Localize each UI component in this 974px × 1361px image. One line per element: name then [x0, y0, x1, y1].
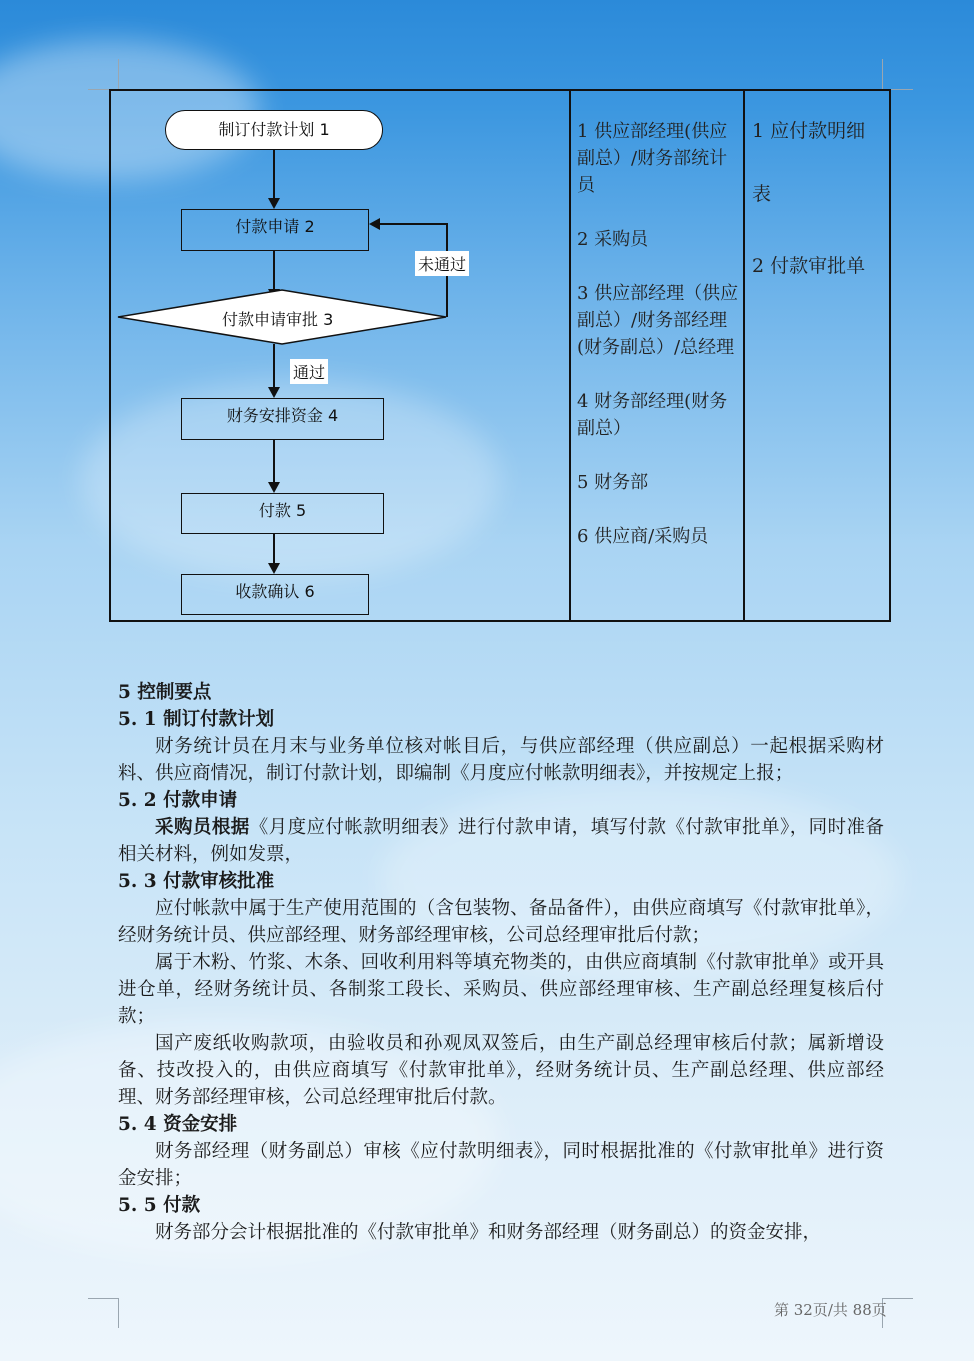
- column-divider: [743, 91, 745, 620]
- paragraph: 国产废纸收购款项，由验收员和孙观凤双签后，由生产副总经理审核后付款；属新增设备、技改投入的，由供应商填写《付款审批单》，经财务统计员、生产副总经理、供应部经理、财务部经理审核，公司总经理审批后付款。: [118, 1033, 884, 1108]
- role-item: 6 供应商/采购员: [577, 526, 709, 547]
- documents-column: [752, 118, 888, 280]
- crop-mark-top-left: [118, 59, 119, 89]
- crop-mark-bottom-right: [883, 1298, 913, 1299]
- role-item: 4 财务部经理(财务副总）: [577, 391, 728, 439]
- flow-connector: [273, 251, 275, 290]
- flow-node-apply: 付款申请 2: [181, 209, 369, 251]
- flow-connector-loop: [380, 223, 447, 225]
- role-item: 5 财务部: [577, 472, 649, 493]
- flow-connector: [273, 150, 275, 198]
- column-divider: [569, 91, 571, 620]
- crop-mark-bottom-left: [118, 1298, 119, 1328]
- section-heading: 5 控制要点: [118, 682, 212, 703]
- crop-mark-bottom-left: [88, 1298, 118, 1299]
- flow-connector: [273, 534, 275, 564]
- crop-mark-top-right: [882, 59, 883, 89]
- paragraph: 应付帐款中属于生产使用范围的（含包装物、备品备件），由供应商填写《付款审批单》，经财务统计员、供应部经理、财务部经理审核，公司总经理审批后付款；: [118, 898, 884, 946]
- flow-node-pay: 付款 5: [181, 493, 384, 534]
- responsible-roles-column: [577, 118, 739, 577]
- bold-prefix: 采购员根据: [155, 817, 250, 838]
- paragraph-text: 《月度应付帐款明细表》进行付款申请，填写付款《付款审批单》，同时准备相关材料，例如发票，: [118, 817, 884, 865]
- section-heading: 5. 4 资金安排: [118, 1114, 238, 1135]
- flow-node-plan: 制订付款计划 1: [165, 110, 383, 150]
- arrow-down-icon: [268, 563, 280, 574]
- document-item: 表: [752, 183, 772, 205]
- section-heading: 5. 2 付款申请: [118, 790, 238, 811]
- arrow-down-icon: [268, 387, 280, 398]
- section-heading: 5. 3 付款审核批准: [118, 871, 275, 892]
- role-item: 3 供应部经理（供应副总）/财务部经理(财务副总）/总经理: [577, 283, 739, 358]
- arrow-left-icon: [369, 218, 380, 230]
- flow-node-review: 付款申请审批 3: [222, 310, 334, 329]
- flow-node-funds: 财务安排资金 4: [181, 398, 384, 440]
- section-heading: 5. 1 制订付款计划: [118, 709, 275, 730]
- approved-label: 通过: [290, 359, 328, 384]
- paragraph: 财务部分会计根据批准的《付款审批单》和财务部经理（财务副总）的资金安排，: [155, 1222, 822, 1243]
- document-item: 1 应付款明细: [752, 120, 866, 142]
- arrow-down-icon: [268, 198, 280, 209]
- paragraph: 属于木粉、竹浆、木条、回收利用料等填充物类的，由供应商填制《付款审批单》或开具进仓单，经财务统计员、各制浆工段长、采购员、供应部经理审核、生产副总经理复核后付款；: [118, 952, 884, 1027]
- control-points-section: [118, 679, 884, 1246]
- flow-connector: [273, 440, 275, 483]
- page-indicator: 第 32页/共 88页: [774, 1301, 887, 1319]
- document-item: 2 付款审批单: [752, 255, 866, 277]
- flow-connector: [273, 344, 275, 388]
- arrow-down-icon: [268, 482, 280, 493]
- role-item: 1 供应部经理(供应副总）/财务部统计员: [577, 121, 728, 196]
- flow-node-confirm: 收款确认 6: [181, 574, 369, 615]
- role-item: 2 采购员: [577, 229, 649, 250]
- section-heading: 5. 5 付款: [118, 1195, 201, 1216]
- paragraph: 财务统计员在月末与业务单位核对帐目后，与供应部经理（供应副总）一起根据采购材料、供应商情况，制订付款计划，即编制《月度应付帐款明细表》，并按规定上报；: [118, 736, 884, 784]
- paragraph: [118, 814, 884, 868]
- rejected-label: 未通过: [415, 251, 469, 276]
- paragraph: 财务部经理（财务副总）审核《应付款明细表》，同时根据批准的《付款审批单》进行资金安排；: [118, 1141, 884, 1189]
